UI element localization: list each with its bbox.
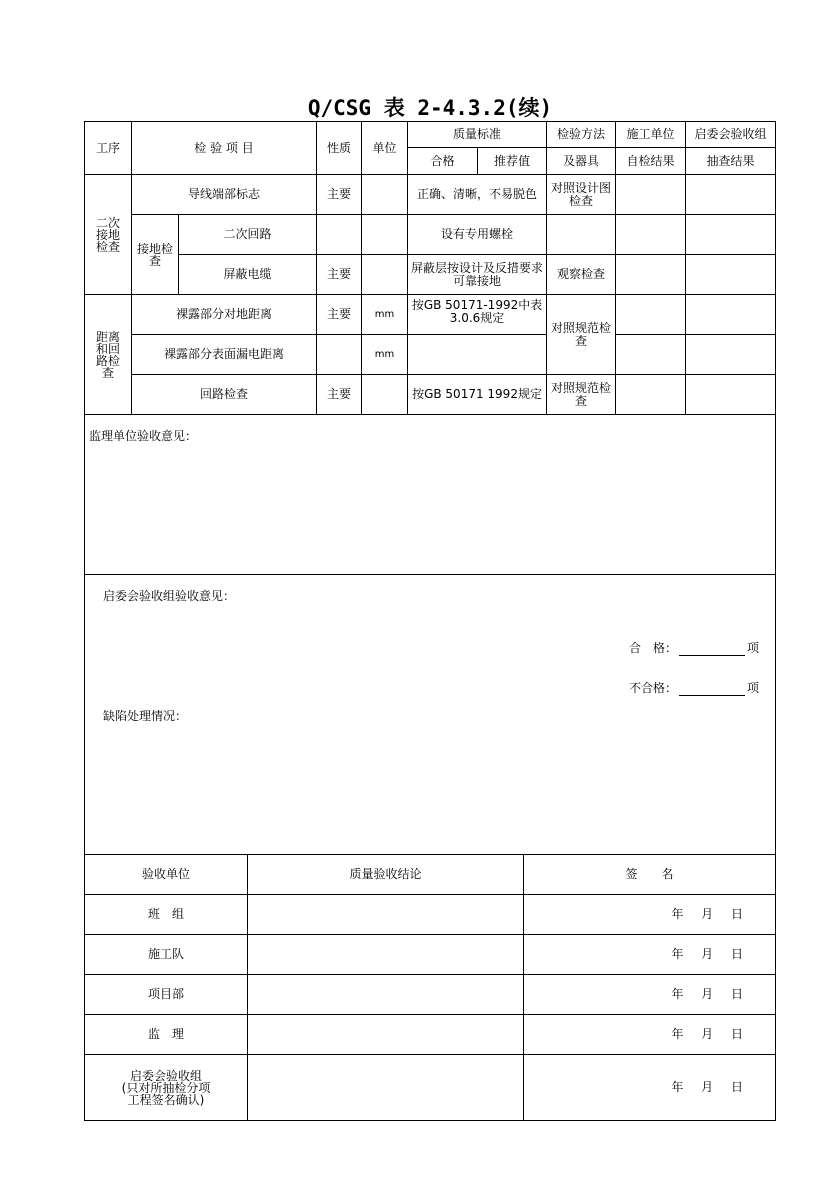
- header-self2: 自检结果: [616, 148, 686, 175]
- signature-date[interactable]: 年 月 日: [524, 975, 776, 1015]
- header-item: 检 验 项 目: [132, 122, 317, 175]
- signoff-header-signature: 签 名: [524, 855, 776, 895]
- row-item: 屏蔽电缆: [179, 255, 317, 295]
- committee-check-cell[interactable]: [686, 255, 776, 295]
- row-method: 观察检查: [547, 255, 616, 295]
- row-item: 导线端部标志: [132, 175, 317, 215]
- row-nature: [317, 335, 362, 375]
- header-method2: 及器具: [547, 148, 616, 175]
- signature-date[interactable]: 年 月 日: [524, 1015, 776, 1055]
- self-check-cell[interactable]: [616, 295, 686, 335]
- pass-label: 合 格：: [629, 641, 678, 655]
- conclusion-cell[interactable]: [248, 1055, 524, 1121]
- signature-date[interactable]: 年 月 日: [524, 1055, 776, 1121]
- signoff-unit: 启委会验收组 (只对所抽检分项 工程签名确认): [85, 1055, 248, 1121]
- signoff-unit: 班 组: [85, 895, 248, 935]
- row-nature: 主要: [317, 255, 362, 295]
- form-title: Q/CSG 表 2-4.3.2(续): [307, 96, 553, 120]
- row-item: 二次回路: [179, 215, 317, 255]
- row-method: 对照规范检查: [547, 295, 616, 375]
- row-item: 裸露部分对地距离: [132, 295, 317, 335]
- row-nature: 主要: [317, 375, 362, 415]
- supervision-opinion-box[interactable]: [84, 414, 776, 575]
- row-method: 对照规范检查: [547, 375, 616, 415]
- header-recommended: 推荐值: [478, 148, 547, 175]
- self-check-cell[interactable]: [616, 255, 686, 295]
- row-unit: [362, 375, 408, 415]
- self-check-cell[interactable]: [616, 175, 686, 215]
- row-unit: [362, 175, 408, 215]
- supervision-opinion-label: 监理单位验收意见：: [89, 429, 198, 443]
- header-process: 工序: [85, 122, 132, 175]
- row-qualified: 按GB 50171 1992规定: [408, 375, 547, 415]
- conclusion-cell[interactable]: [248, 895, 524, 935]
- row-nature: [317, 215, 362, 255]
- row-nature: 主要: [317, 295, 362, 335]
- row-unit: mm: [362, 335, 408, 375]
- header-self1: 施工单位: [616, 122, 686, 148]
- pass-suffix: 项: [747, 641, 760, 655]
- fail-count-row: [629, 679, 759, 696]
- row-item: 裸露部分表面漏电距离: [132, 335, 317, 375]
- self-check-cell[interactable]: [616, 215, 686, 255]
- row-qualified: 正确、清晰，不易脱色: [408, 175, 547, 215]
- signoff-header-conclusion: 质量验收结论: [248, 855, 524, 895]
- committee-opinion-box[interactable]: [84, 574, 776, 855]
- pass-count-row: [629, 639, 759, 656]
- signature-date[interactable]: 年 月 日: [524, 895, 776, 935]
- header-standard: 质量标准: [408, 122, 547, 148]
- row-unit: mm: [362, 295, 408, 335]
- committee-check-cell[interactable]: [686, 215, 776, 255]
- fail-count-field[interactable]: [679, 683, 745, 696]
- row-nature: 主要: [317, 175, 362, 215]
- signature-date[interactable]: 年 月 日: [524, 935, 776, 975]
- signoff-unit: 监 理: [85, 1015, 248, 1055]
- row-unit: [362, 255, 408, 295]
- row-qualified: 设有专用螺栓: [408, 215, 547, 255]
- row-qualified: 屏蔽层按设计及反措要求可靠接地: [408, 255, 547, 295]
- row-qualified: 按GB 50171-1992中表3.0.6规定: [408, 295, 547, 335]
- conclusion-cell[interactable]: [248, 1015, 524, 1055]
- header-method1: 检验方法: [547, 122, 616, 148]
- fail-suffix: 项: [747, 681, 760, 695]
- inspection-table: [84, 121, 776, 415]
- header-committee2: 抽查结果: [686, 148, 776, 175]
- conclusion-cell[interactable]: [248, 935, 524, 975]
- self-check-cell[interactable]: [616, 335, 686, 375]
- conclusion-cell[interactable]: [248, 975, 524, 1015]
- pass-count-field[interactable]: [679, 643, 745, 656]
- group-distance-circuit: 距离和回路检查: [85, 295, 132, 415]
- header-qualified: 合格: [408, 148, 478, 175]
- header-nature: 性质: [317, 122, 362, 175]
- fail-label: 不合格：: [629, 681, 678, 695]
- committee-check-cell[interactable]: [686, 335, 776, 375]
- row-method: 对照设计图检查: [547, 175, 616, 215]
- signoff-unit: 施工队: [85, 935, 248, 975]
- defect-label: 缺陷处理情况：: [103, 709, 188, 723]
- group-grounding-check: 接地检查: [132, 215, 179, 295]
- row-item: 回路检查: [132, 375, 317, 415]
- header-unit: 单位: [362, 122, 408, 175]
- signoff-unit: 项目部: [85, 975, 248, 1015]
- signoff-header-unit: 验收单位: [85, 855, 248, 895]
- committee-check-cell[interactable]: [686, 375, 776, 415]
- header-committee1: 启委会验收组: [686, 122, 776, 148]
- row-method: [547, 215, 616, 255]
- committee-opinion-label: 启委会验收组验收意见：: [103, 589, 236, 603]
- group-secondary-grounding: 二次接地检查: [85, 175, 132, 295]
- committee-check-cell[interactable]: [686, 175, 776, 215]
- row-qualified: [408, 335, 547, 375]
- row-unit: [362, 215, 408, 255]
- signoff-table: [84, 854, 776, 1121]
- committee-check-cell[interactable]: [686, 295, 776, 335]
- self-check-cell[interactable]: [616, 375, 686, 415]
